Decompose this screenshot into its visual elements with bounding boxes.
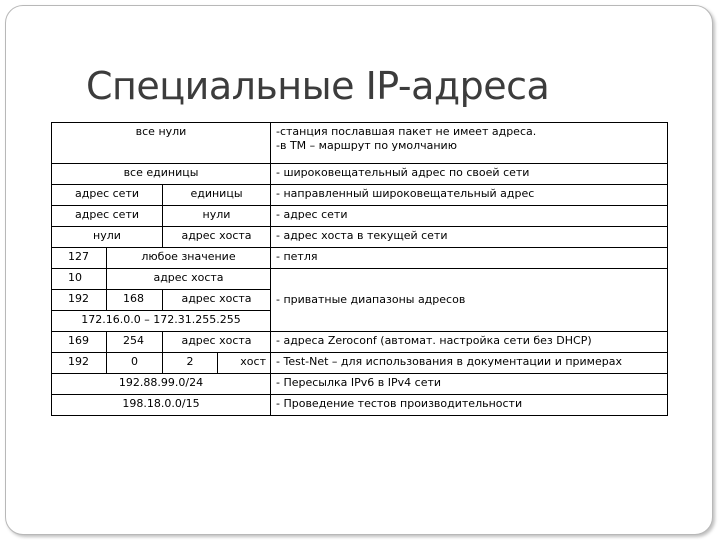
slide [5,5,713,535]
table-row [52,227,668,248]
address-cell: 0 [107,353,163,374]
address-cell: хост [218,353,271,374]
table-row [52,185,668,206]
description-line: -станция пославшая пакет не имеет адреса. [276,125,537,138]
address-cell: адрес сети [52,185,163,206]
table-row [52,374,668,395]
description-cell: - широковещательный адрес по своей сети [271,164,668,185]
description-cell: - Проведение тестов производительности [271,395,668,416]
address-cell: 169 [52,332,107,353]
table-row [52,269,668,290]
table-row [52,248,668,269]
description-cell [271,123,668,164]
special-ip-table [51,122,668,416]
address-cell: 192 [52,290,107,311]
table-row [52,123,668,164]
address-cell: нули [52,227,163,248]
description-cell: - приватные диапазоны адресов [271,269,668,332]
address-cell: любое значение [107,248,271,269]
description-cell: - петля [271,248,668,269]
description-line: -в ТМ – маршрут по умолчанию [276,139,457,152]
address-cell: 198.18.0.0/15 [52,395,271,416]
description-cell: - адрес хоста в текущей сети [271,227,668,248]
address-cell: 10 [52,269,107,290]
address-cell: адрес сети [52,206,163,227]
address-cell: адрес хоста [107,269,271,290]
address-cell: 172.16.0.0 – 172.31.255.255 [52,311,271,332]
description-cell: - направленный широковещательный адрес [271,185,668,206]
address-cell: адрес хоста [163,290,271,311]
address-cell: адрес хоста [163,332,271,353]
address-cell: 254 [107,332,163,353]
table-row [52,206,668,227]
description-cell: - Пересылка IPv6 в IPv4 сети [271,374,668,395]
address-cell: все единицы [52,164,271,185]
address-cell: единицы [163,185,271,206]
table-row [52,332,668,353]
description-cell: - адреса Zeroconf (автомат. настройка сети без DHCP) [271,332,668,353]
address-cell: 192.88.99.0/24 [52,374,271,395]
address-cell: 192 [52,353,107,374]
address-cell: 2 [163,353,218,374]
address-cell: все нули [52,123,271,164]
page-title: Специальные IP-адреса [86,64,550,108]
table-row [52,353,668,374]
table-row [52,395,668,416]
description-cell: - Test-Net – для использования в документации и примерах [271,353,668,374]
address-cell: 127 [52,248,107,269]
address-cell: адрес хоста [163,227,271,248]
address-cell: нули [163,206,271,227]
table-row [52,164,668,185]
address-cell: 168 [107,290,163,311]
description-cell: - адрес сети [271,206,668,227]
